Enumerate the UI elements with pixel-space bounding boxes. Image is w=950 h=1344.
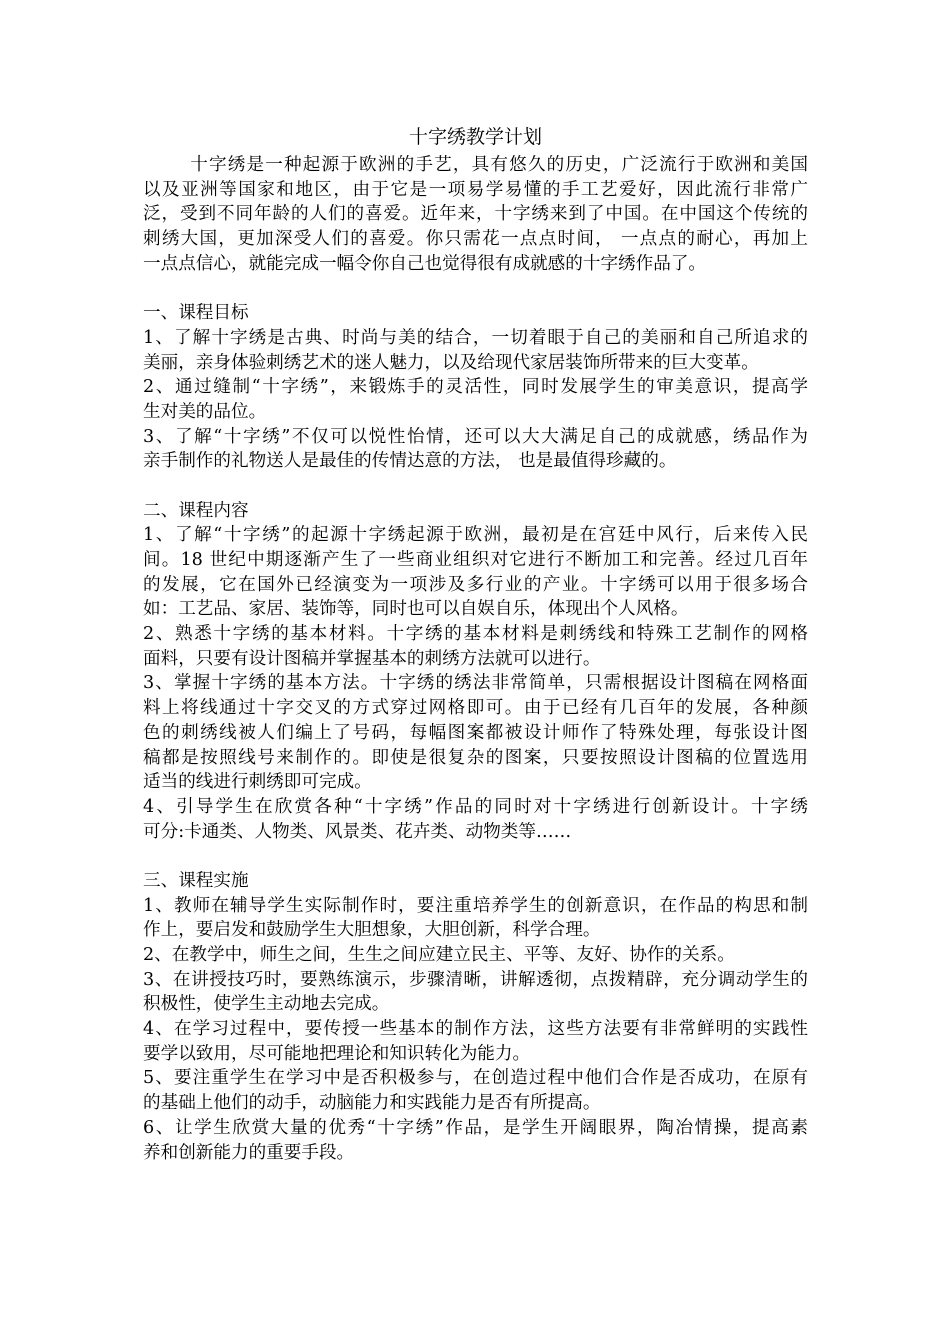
document-page — [143, 121, 808, 1165]
section-line: 美丽，亲身体验刺绣艺术的迷人魅力，以及给现代家居装饰所带来的巨大变革。 — [143, 352, 759, 373]
section-line: 5、要注重学生在学习中是否积极参与，在创造过程中他们合作是否成功，在原有 — [143, 1068, 808, 1089]
section-line: 3、了解“十字绣”不仅可以悦性怡情，还可以大大满足自己的成就感，绣品作为 — [143, 426, 808, 447]
intro-line: 刺绣大国，更加深受人们的喜爱。你只需花一点点时间， 一点点的耐心，再加上 — [143, 229, 808, 250]
section-line: 3、在讲授技巧时，要熟练演示，步骤清晰，讲解透彻，点拨精辟，充分调动学生的 — [143, 969, 808, 990]
section-line: 的基础上他们的动手，动脑能力和实践能力是否有所提高。 — [143, 1093, 601, 1114]
blank-line — [143, 474, 808, 499]
section-line: 色的刺绣线被人们编上了号码，每幅图案都被设计师作了特殊处理，每张设计图 — [143, 722, 808, 743]
intro-line: 一点点信心，就能完成一幅令你自己也觉得很有成就感的十字绣作品了。 — [143, 253, 707, 274]
blank-line — [143, 276, 808, 301]
section-line: 可分:卡通类、人物类、风景类、花卉类、动物类等…… — [143, 821, 572, 842]
section-heading: 二、课程内容 — [143, 500, 249, 521]
section-line: 适当的线进行刺绣即可完成。 — [143, 772, 372, 793]
section-line: 2、熟悉十字绣的基本材料。十字绣的基本材料是刺绣线和特殊工艺制作的网格 — [143, 624, 808, 645]
section-heading: 一、课程目标 — [143, 303, 249, 324]
section-line: 的发展，它在国外已经演变为一项涉及多行业的产业。十字绣可以用于很多场合 — [143, 574, 808, 595]
blank-line — [143, 844, 808, 869]
section-line: 3、掌握十字绣的基本方法。十字绣的绣法非常简单，只需根据设计图稿在网格面 — [143, 673, 808, 694]
intro-line: 泛，受到不同年龄的人们的喜爱。近年来，十字绣来到了中国。在中国这个传统的 — [143, 204, 808, 225]
section-heading: 三、课程实施 — [143, 870, 249, 891]
section-line: 生对美的品位。 — [143, 401, 267, 422]
section-line: 2、在教学中，师生之间，生生之间应建立民主、平等、友好、协作的关系。 — [143, 945, 735, 965]
section-line: 1、了解十字绣是古典、时尚与美的结合，一切着眼于自己的美丽和自己所追求的 — [143, 327, 808, 348]
section-line: 1、教师在辅导学生实际制作时，要注重培养学生的创新意识，在作品的构思和制 — [143, 895, 808, 916]
section-line: 1、了解“十字绣”的起源十字绣起源于欧洲，最初是在宫廷中风行，后来传入民 — [143, 525, 808, 546]
section-line: 4、引导学生在欣赏各种“十字绣”作品的同时对十字绣进行创新设计。十字绣 — [143, 796, 808, 817]
section-line: 作上，要启发和鼓励学生大胆想象，大胆创新，科学合理。 — [143, 920, 601, 941]
section-line: 6、让学生欣赏大量的优秀“十字绣”作品，是学生开阔眼界，陶冶情操，提高素 — [143, 1117, 808, 1138]
section-line: 4、在学习过程中，要传授一些基本的制作方法，这些方法要有非常鲜明的实践性 — [143, 1019, 808, 1040]
intro-line: 以及亚洲等国家和地区，由于它是一项易学易懂的手工艺爱好，因此流行非常广 — [143, 179, 808, 200]
section-line: 2、通过缝制“十字绣”，来锻炼手的灵活性，同时发展学生的审美意识，提高学 — [143, 377, 808, 398]
section-line: 如：工艺品、家居、装饰等，同时也可以自娱自乐，体现出个人风格。 — [143, 599, 689, 620]
section-line: 面料，只要有设计图稿并掌握基本的刺绣方法就可以进行。 — [143, 648, 601, 669]
section-course-content — [143, 499, 808, 845]
section-line: 积极性，使学生主动地去完成。 — [143, 994, 390, 1015]
section-line: 稿都是按照线号来制作的。即使是很复杂的图案，只要按照设计图稿的位置选用 — [143, 747, 808, 768]
section-line: 养和创新能力的重要手段。 — [143, 1142, 355, 1163]
section-course-implementation — [143, 869, 808, 1165]
intro-line: 十字绣是一种起源于欧洲的手艺，具有悠久的历史，广泛流行于欧洲和美国 — [143, 155, 808, 175]
section-course-goals — [143, 301, 808, 474]
section-line: 亲手制作的礼物送人是最佳的传情达意的方法， 也是最值得珍藏的。 — [143, 451, 677, 472]
section-line: 料上将线通过十字交叉的方式穿过网格即可。由于已经有几百年的发展，各种颜 — [143, 698, 808, 719]
intro-paragraph — [143, 153, 808, 276]
section-line: 要学以致用，尽可能地把理论和知识转化为能力。 — [143, 1043, 531, 1064]
document-title: 十字绣教学计划 — [408, 126, 542, 148]
section-line: 间。18 世纪中期逐渐产生了一些商业组织对它进行不断加工和完善。经过几百年 — [143, 550, 808, 570]
